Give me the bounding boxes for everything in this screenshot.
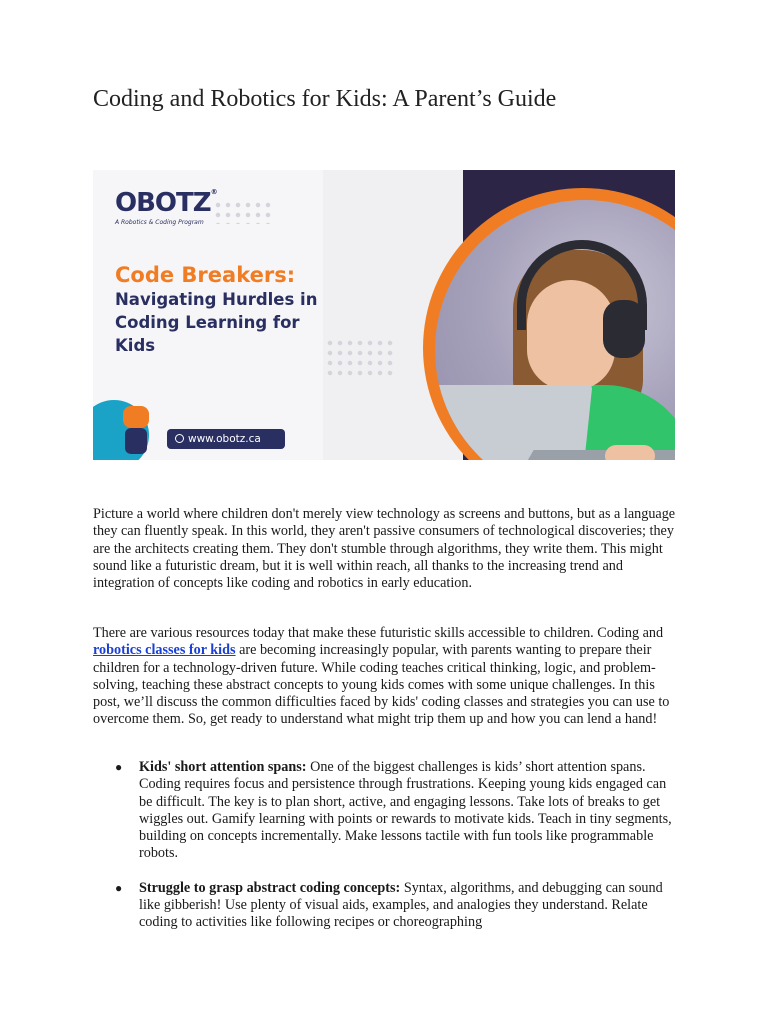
- bullet-icon: ●: [115, 880, 123, 895]
- logo-tagline: A Robotics & Coding Program: [115, 219, 204, 226]
- robot-mascot-icon: [93, 400, 169, 460]
- list-item: [93, 759, 683, 863]
- second-paragraph: There are various resources today that make these futuristic skills accessible to children. Coding and robotics classes for kids are becoming increasingly popular, with parents wanting to prepare their children for a technology-driven future. While coding teaches critical thinking, logic, and problem-solving, teaching these abstract concepts to young kids comes with some unique challenges. In this post, we’ll discuss the common difficulties faced by kids' coding classes and strategies you can use to overcome them. So, get ready to understand what might trip them up and how you can lend a hand!: [93, 625, 670, 728]
- robotics-classes-link[interactable]: robotics classes for kids: [93, 642, 236, 659]
- obotz-logo: [115, 188, 217, 226]
- website-url: www.obotz.ca: [188, 433, 261, 445]
- headphone-cup: [603, 300, 645, 358]
- headline-line-2: Navigating Hurdles in: [115, 290, 318, 309]
- decorative-dots: [213, 200, 273, 224]
- headline-line-4: Kids: [115, 336, 156, 355]
- intro-paragraph: Picture a world where children don't merely view technology as screens and buttons, but as a language they can fluently speak. In this world, they aren't passive consumers of technological discoveries; they are the architects creating them. They don't stumble through algorithms, they write them. This might sound like a futuristic dream, but it is well within reach, all thanks to the increasing trend and integration of concepts like coding and robotics in early education.: [93, 506, 676, 592]
- hero-banner-image: [93, 170, 675, 460]
- bullet-heading: Kids' short attention spans:: [139, 759, 307, 775]
- page-title: Coding and Robotics for Kids: A Parent’s Guide: [93, 86, 557, 112]
- globe-icon: [175, 434, 184, 443]
- bullet-text: One of the biggest challenges is kids’ short attention spans. Coding requires focus and persistence through frustrations. Keeping young kids engaged can be difficult. The key is to plan short, active, and engaging lessons. Take lots of breaks to get wiggles out. Gamify learning with points or rewards to motivate kids. Teach in tiny segments, building on concepts incrementally. Make lessons tactile with fun tools like programmable robots.: [139, 759, 672, 862]
- laptop-icon: [435, 385, 592, 460]
- website-url-badge: [167, 429, 285, 449]
- bullet-heading: Struggle to grasp abstract coding concepts:: [139, 879, 401, 896]
- bullet-icon: ●: [115, 760, 123, 774]
- girl-hand: [605, 445, 655, 460]
- headline-line-1: Code Breakers:: [115, 263, 296, 287]
- bullet-text: Syntax, algorithms, and debugging can sound like gibberish! Use plenty of visual aids, examples, and analogies they understand. Relate coding to activities like following recipes or choreographing: [139, 879, 663, 931]
- list-item: [93, 880, 683, 932]
- logo-text: OBOTZ: [115, 188, 211, 218]
- registered-mark: ®: [210, 188, 217, 196]
- headline-line-3: Coding Learning for: [115, 313, 300, 332]
- banner-headline: [115, 262, 345, 357]
- challenges-list: [93, 759, 683, 932]
